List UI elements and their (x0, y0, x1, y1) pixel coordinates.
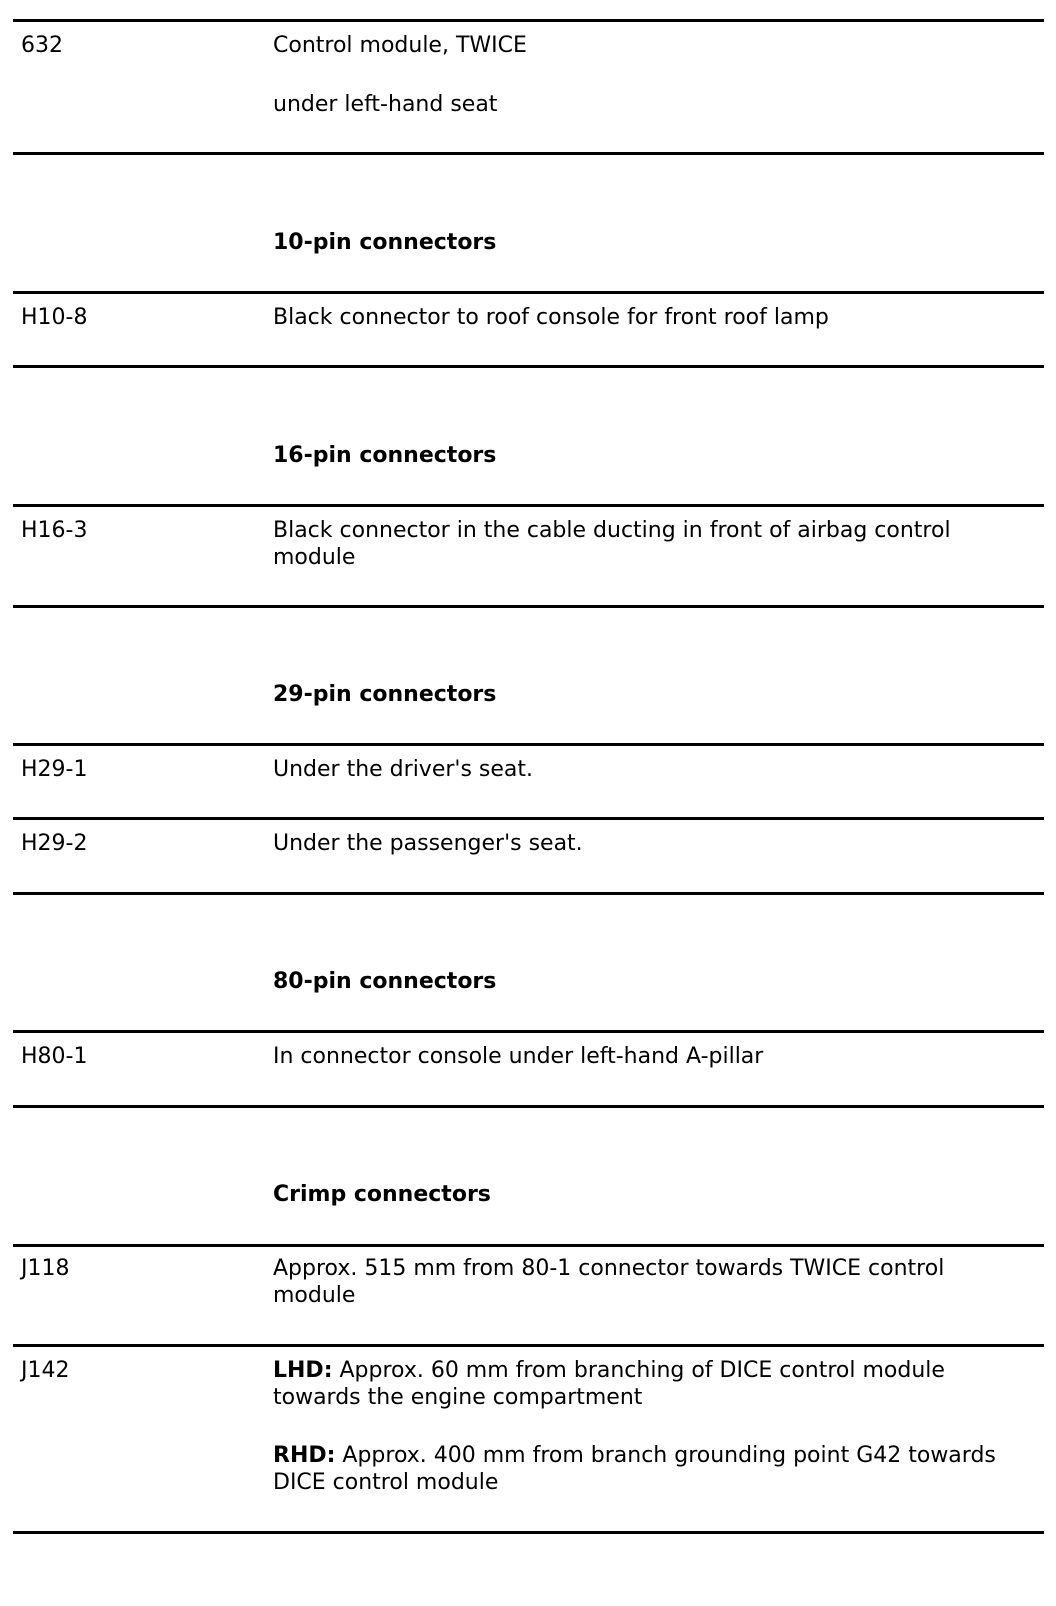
table-rule (13, 152, 1044, 155)
table-rule (13, 365, 1044, 368)
connector-code: H29-2 (21, 831, 88, 856)
table-rule (13, 291, 1044, 294)
lhd-text: Approx. 60 mm from branching of DICE control module towards the engine compartment (273, 1358, 945, 1410)
table-rule (13, 892, 1044, 895)
rhd-text: Approx. 400 mm from branch grounding point G42 towards DICE control module (273, 1443, 996, 1495)
table-rule (13, 1030, 1044, 1033)
table-rule (13, 817, 1044, 820)
lhd-label: LHD: (273, 1358, 333, 1383)
table-rule (13, 19, 1044, 22)
table-rule (13, 1244, 1044, 1247)
connector-code: 632 (21, 33, 63, 58)
section-heading: 80-pin connectors (273, 969, 497, 994)
table-rule (13, 605, 1044, 608)
connector-description: Under the driver's seat. (273, 757, 534, 782)
table-rule (13, 1105, 1044, 1108)
table-rule (13, 1344, 1044, 1347)
connector-code: H29-1 (21, 757, 88, 782)
rhd-label: RHD: (273, 1443, 336, 1468)
connector-code: H16-3 (21, 518, 88, 543)
connector-description: Under the passenger's seat. (273, 831, 583, 856)
connector-description-rhd (273, 1442, 1053, 1496)
connector-code: H80-1 (21, 1044, 88, 1069)
connector-description: Black connector to roof console for front roof lamp (273, 305, 829, 330)
section-heading: 10-pin connectors (273, 230, 497, 255)
section-heading: 16-pin connectors (273, 443, 497, 468)
section-heading: Crimp connectors (273, 1182, 491, 1207)
table-rule (13, 504, 1044, 507)
table-rule (13, 1531, 1044, 1534)
connector-description: Black connector in the cable ducting in front of airbag control module (273, 518, 951, 570)
connector-code: J142 (21, 1358, 70, 1383)
connector-description-lhd (273, 1357, 993, 1411)
connector-code: J118 (21, 1256, 70, 1281)
connector-description: Control module, TWICE (273, 33, 527, 58)
section-heading: 29-pin connectors (273, 682, 497, 707)
connector-code: H10-8 (21, 305, 88, 330)
connector-description: In connector console under left-hand A-pillar (273, 1044, 764, 1069)
connector-description: Approx. 515 mm from 80-1 connector towards TWICE control module (273, 1256, 945, 1308)
connector-description-location: under left-hand seat (273, 92, 498, 117)
table-rule (13, 743, 1044, 746)
